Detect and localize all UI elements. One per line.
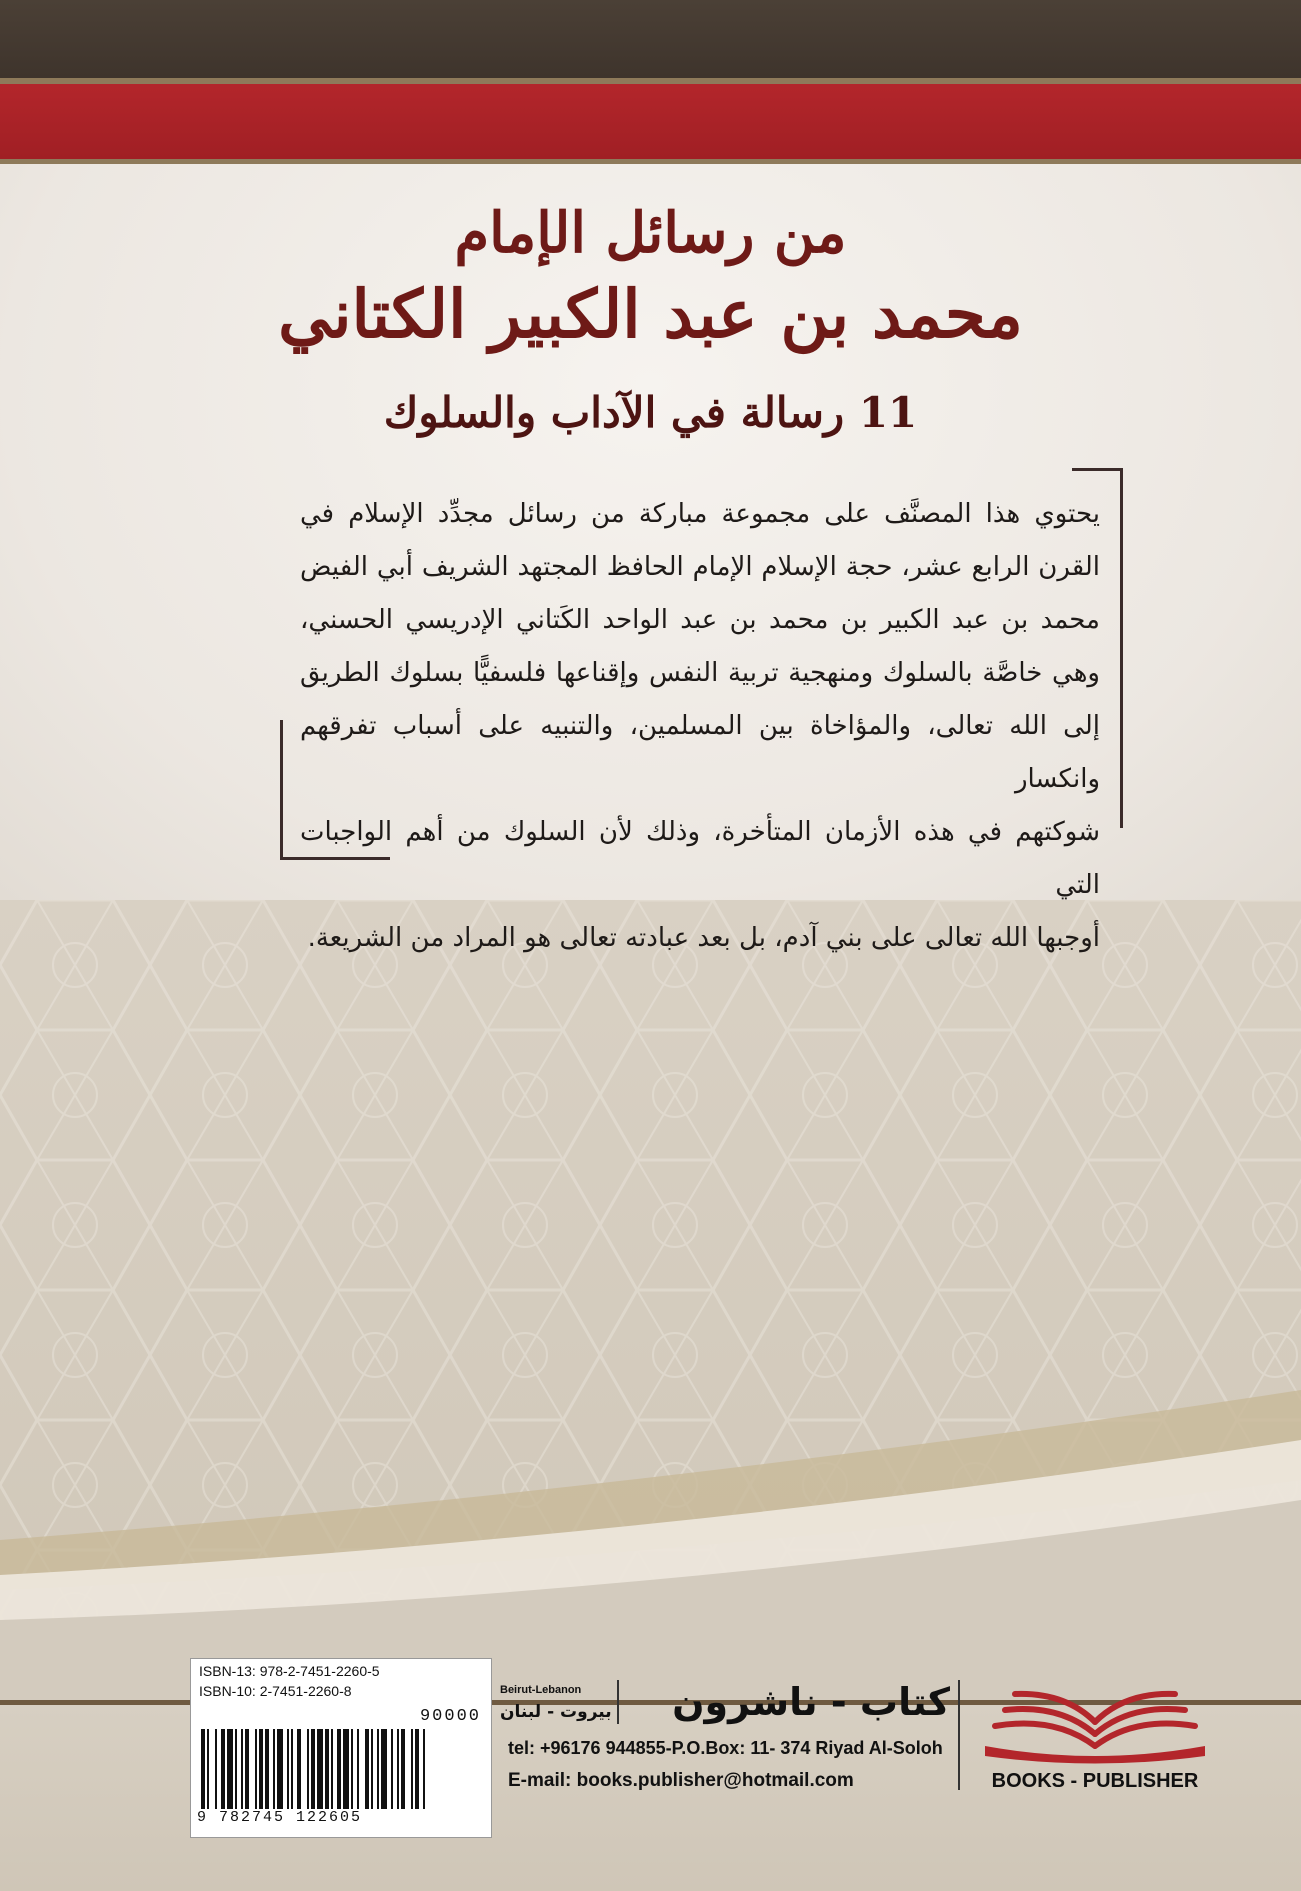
top-dark-band (0, 0, 1301, 78)
barcode-label (190, 1658, 492, 1838)
frame-corner-top (1072, 468, 1122, 471)
publisher-tel: tel: +96176 944855-P.O.Box: 11- 374 Riyad Al-Soloh (508, 1738, 943, 1758)
title-line-1: من رسائل الإمام (454, 200, 847, 266)
frame-corner-left (280, 720, 283, 860)
title-subtitle: 11 رسالة في الآداب والسلوك (383, 388, 918, 437)
barcode-icon (201, 1729, 481, 1809)
publisher-city-ar: بيروت - لبنان (500, 1702, 612, 1722)
publisher-vertical-rule (958, 1680, 960, 1790)
publisher-city-en: Beirut-Lebanon (500, 1684, 582, 1696)
description-line: أوجبها الله تعالى على بني آدم، بل بعد عبادته تعالى هو المراد من الشريعة. (307, 923, 1100, 953)
ean-digits: 9 782745 122605 (197, 1809, 363, 1826)
isbn-13: ISBN-13: 978-2-7451-2260-5 (199, 1663, 380, 1679)
red-band (0, 84, 1301, 159)
description-line: يحتوي هذا المصنَّف على مجموعة مباركة من رسائل مجدِّد الإسلام في (300, 499, 1100, 529)
frame-corner-right (1120, 468, 1123, 828)
publisher-name-arabic: كتاب - ناشرون (672, 1680, 950, 1724)
description-text (300, 488, 1100, 965)
isbn-10: ISBN-10: 2-7451-2260-8 (199, 1683, 352, 1699)
description-line: إلى الله تعالى، والمؤاخاة بين المسلمين، والتنبيه على أسباب تفرقهم وانكسار (300, 711, 1100, 794)
description-line: شوكتهم في هذه الأزمان المتأخرة، وذلك لأن السلوك من أهم الواجبات التي (300, 817, 1100, 900)
publisher-divider (617, 1680, 619, 1724)
open-book-icon (975, 1676, 1215, 1766)
publisher-email: E-mail: books.publisher@hotmail.com (508, 1770, 854, 1791)
description-line: محمد بن عبد الكبير بن محمد بن عبد الواحد الكَتاني الإدريسي الحسني، (300, 605, 1100, 635)
publisher-logo-text: BOOKS - PUBLISHER (991, 1770, 1199, 1792)
price-code: 90000 (419, 1707, 481, 1726)
description-line: القرن الرابع عشر، حجة الإسلام الإمام الحافظ المجتهد الشريف أبي الفيض (300, 552, 1100, 582)
title-author: محمد بن عبد الكبير الكتاني (278, 275, 1023, 353)
description-line: وهي خاصَّة بالسلوك ومنهجية تربية النفس وإقناعها فلسفيًّا بسلوك الطريق (300, 658, 1100, 688)
